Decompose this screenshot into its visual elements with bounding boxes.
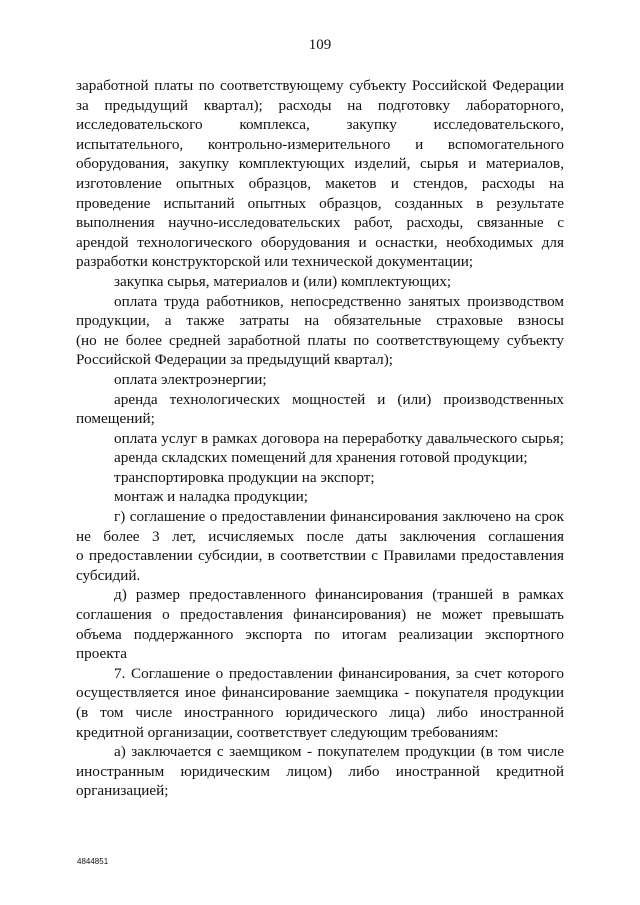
text-line: оплата услуг в рамках договора на переработку давальческого сырья;	[114, 429, 564, 447]
text-line: закупка сырья, материалов и (или) комплектующих;	[114, 272, 452, 290]
text-line: испытательного, контрольно-измерительного и вспомогательного	[76, 135, 564, 153]
text-line: монтаж и наладка продукции;	[114, 488, 309, 506]
text-line: за предыдущий квартал); расходы на подготовку лабораторного,	[76, 96, 564, 114]
document-code: 4844851	[77, 857, 109, 866]
text-line: разработки конструкторской или технической документации;	[76, 253, 474, 271]
text-line: проекта	[76, 645, 127, 663]
text-line: арендой технологического оборудования и оснастки, необходимых для	[76, 233, 564, 251]
text-line: исследовательского комплекса, закупку исследовательского,	[76, 116, 564, 134]
text-line: (в том числе иностранного юридического лица) либо иностранной	[76, 704, 564, 721]
page-number: 109	[308, 37, 332, 53]
text-line: Российской Федерации за предыдущий квартал);	[76, 351, 394, 369]
text-line: субсидий.	[76, 566, 141, 584]
text-line: о предоставлении субсидии, в соответствии с Правилами предоставления	[76, 547, 564, 565]
text-line: транспортировка продукции на экспорт;	[114, 468, 375, 486]
text-line: д) размер предоставленного финансирования (траншей в рамках	[114, 586, 564, 604]
text-line: изготовление опытных образцов, макетов и стендов, расходы на	[76, 174, 564, 192]
text-line: аренда складских помещений для хранения готовой продукции;	[114, 449, 528, 467]
text-line: а) заключается с заемщиком - покупателем продукции (в том числе	[114, 743, 564, 761]
text-line: организацией;	[76, 782, 169, 800]
text-line: осуществляется иное финансирование заемщика - покупателя продукции	[76, 684, 564, 702]
text-line: аренда технологических мощностей и (или) производственных	[114, 390, 564, 408]
text-line: кредитной организации, соответствует следующим требованиям:	[76, 723, 499, 741]
text-line: оплата электроэнергии;	[114, 370, 267, 388]
text-line: помещений;	[76, 410, 155, 428]
text-line: оплата труда работников, непосредственно занятых производством	[114, 292, 564, 310]
text-line: соглашения о предоставления финансирования) не может превышать	[76, 606, 564, 624]
text-line: продукции, а также затраты на обязательные страховые взносы	[76, 312, 564, 330]
body-text	[76, 76, 564, 801]
text-line: г) соглашение о предоставлении финансирования заключено на срок	[114, 508, 564, 526]
text-line: (но не более средней заработной платы по соответствующему субъекту	[76, 331, 564, 349]
text-line: выполнения научно-исследовательских работ, расходы, связанные с	[76, 214, 564, 232]
text-line: 7. Соглашение о предоставлении финансирования, за счет которого	[114, 664, 564, 682]
text-line: не более 3 лет, исчисляемых после даты заключения соглашения	[76, 527, 564, 545]
text-line: оборудования, закупку комплектующих изделий, сырья и материалов,	[76, 155, 564, 173]
text-line: заработной платы по соответствующему субъекту Российской Федерации	[76, 77, 564, 94]
text-line: проведение испытаний опытных образцов, созданных в результате	[76, 194, 564, 212]
text-line: иностранным юридическим лицом) либо иностранной кредитной	[76, 762, 564, 780]
text-line: объема поддержанного экспорта по итогам реализации экспортного	[76, 625, 564, 643]
